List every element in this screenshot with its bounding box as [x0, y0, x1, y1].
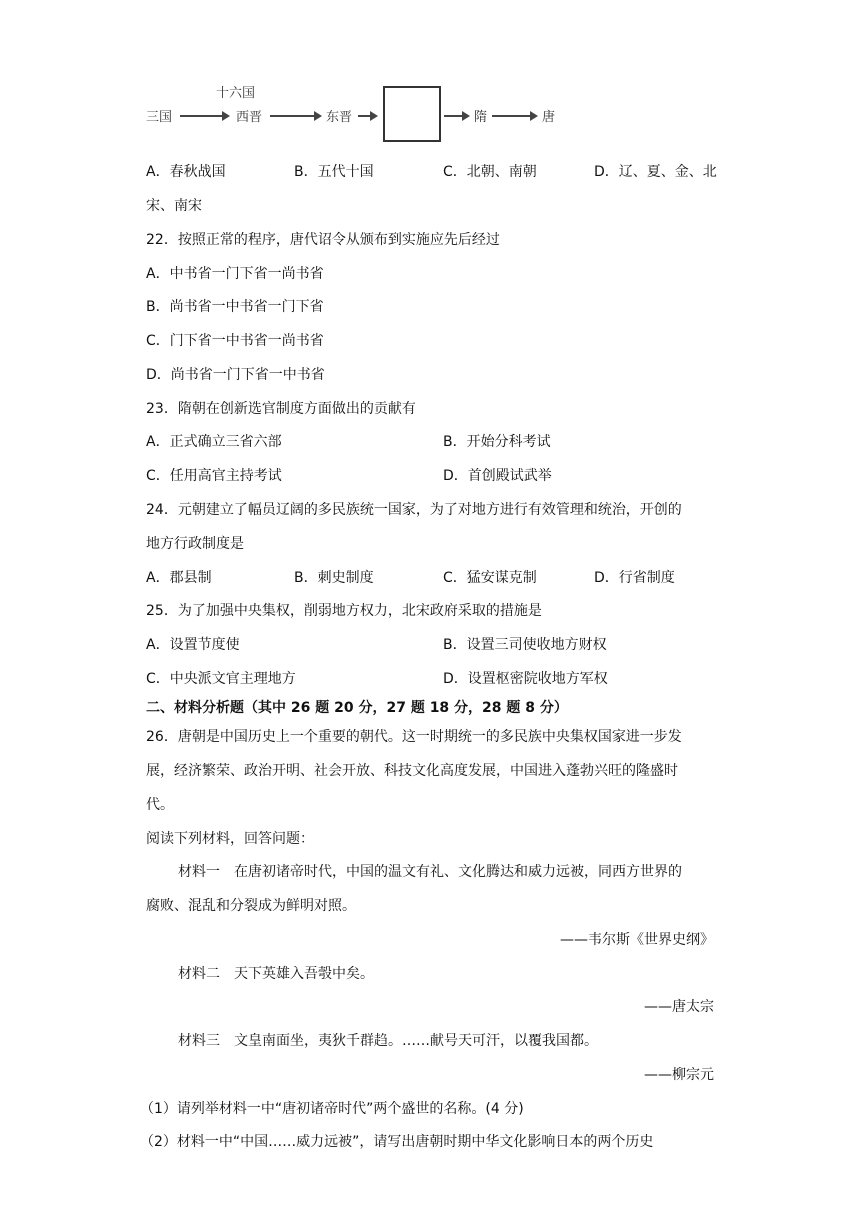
blank-answer-box [383, 86, 441, 142]
q25-option-b: B．设置三司使收地方财权 [443, 637, 607, 653]
material-2: 材料二 天下英雄入吾彀中矣。 [178, 966, 374, 982]
q22-option-d: D．尚书省一门下省一中书省 [146, 367, 325, 383]
q26-intro-line3: 代。 [146, 797, 174, 813]
q25-option-d: D．设置枢密院收地方军权 [443, 671, 608, 687]
timeline-node-xijin: 西晋 [236, 110, 263, 125]
section-heading: 二、材料分析题（其中 26 题 20 分，27 题 18 分，28 题 8 分） [146, 700, 568, 716]
material-3-source: ——柳宗元 [644, 1067, 714, 1083]
timeline-arrow [180, 115, 228, 117]
q24-option-b: B．刺史制度 [294, 570, 374, 586]
timeline-arrow [492, 115, 536, 117]
timeline-arrow [444, 115, 468, 117]
q21-option-a: A．春秋战国 [146, 164, 226, 180]
q24-option-a: A．郡县制 [146, 570, 212, 586]
q23-option-b: B．开始分科考试 [443, 434, 551, 450]
q25-option-c: C．中央派文官主理地方 [146, 671, 296, 687]
q22-option-c: C．门下省一中书省一尚书省 [146, 333, 324, 349]
q23-stem: 23．隋朝在创新选官制度方面做出的贡献有 [146, 401, 416, 417]
q23-option-d: D．首创殿试武举 [443, 468, 552, 484]
q26-intro-line2: 展，经济繁荣、政治开明、社会开放、科技文化高度发展，中国进入蓬勃兴旺的隆盛时 [146, 763, 678, 779]
q24-stem-line1: 24．元朝建立了幅员辽阔的多民族统一国家，为了对地方进行有效管理和统治，开创的 [146, 502, 682, 518]
timeline-label-shiliuguo: 十六国 [216, 86, 256, 101]
q26-subquestion-1: （1）请列举材料一中“唐初诸帝时代”两个盛世的名称。(4 分) [140, 1101, 524, 1117]
q22-stem: 22．按照正常的程序，唐代诏令从颁布到实施应先后经过 [146, 232, 500, 248]
q21-option-b: B．五代十国 [294, 164, 374, 180]
timeline-node-sui: 隋 [474, 110, 488, 125]
dynasty-timeline-diagram [146, 80, 566, 150]
q23-option-a: A．正式确立三省六部 [146, 434, 282, 450]
q24-option-d: D．行省制度 [594, 570, 675, 586]
q23-option-c: C．任用高官主持考试 [146, 468, 282, 484]
q26-subquestion-2: （2）材料一中“中国……威力远被”，请写出唐朝时期中华文化影响日本的两个历史 [140, 1134, 654, 1150]
material-1-line1: 材料一 在唐初诸帝时代，中国的温文有礼、文化腾达和威力远被，同西方世界的 [178, 864, 682, 880]
q21-option-d: D．辽、夏、金、北 [594, 164, 717, 180]
material-1-source: ——韦尔斯《世界史纲》 [560, 932, 714, 948]
material-3: 材料三 文皇南面坐，夷狄千群趋。……献号天可汗，以覆我国都。 [178, 1033, 598, 1049]
timeline-node-tang: 唐 [542, 110, 556, 125]
q21-option-d-continued: 宋、南宋 [146, 198, 202, 214]
q24-option-c: C．猛安谋克制 [443, 570, 537, 586]
timeline-node-dongjin: 东晋 [326, 110, 353, 125]
q21-option-c: C．北朝、南朝 [443, 164, 537, 180]
timeline-arrow [358, 115, 376, 117]
material-2-source: ——唐太宗 [644, 999, 714, 1015]
timeline-arrow [270, 115, 320, 117]
q22-option-b: B．尚书省一中书省一门下省 [146, 299, 324, 315]
material-1-line2: 腐败、混乱和分裂成为鲜明对照。 [146, 898, 356, 914]
q26-intro-line1: 26．唐朝是中国历史上一个重要的朝代。这一时期统一的多民族中央集权国家进一步发 [146, 729, 682, 745]
timeline-node-sanguo: 三国 [146, 110, 173, 125]
q22-option-a: A．中书省一门下省一尚书省 [146, 266, 324, 282]
q24-stem-line2: 地方行政制度是 [146, 536, 244, 552]
q26-instruction: 阅读下列材料，回答问题： [146, 831, 314, 847]
q25-stem: 25．为了加强中央集权，削弱地方权力，北宋政府采取的措施是 [146, 603, 542, 619]
q25-option-a: A．设置节度使 [146, 637, 240, 653]
